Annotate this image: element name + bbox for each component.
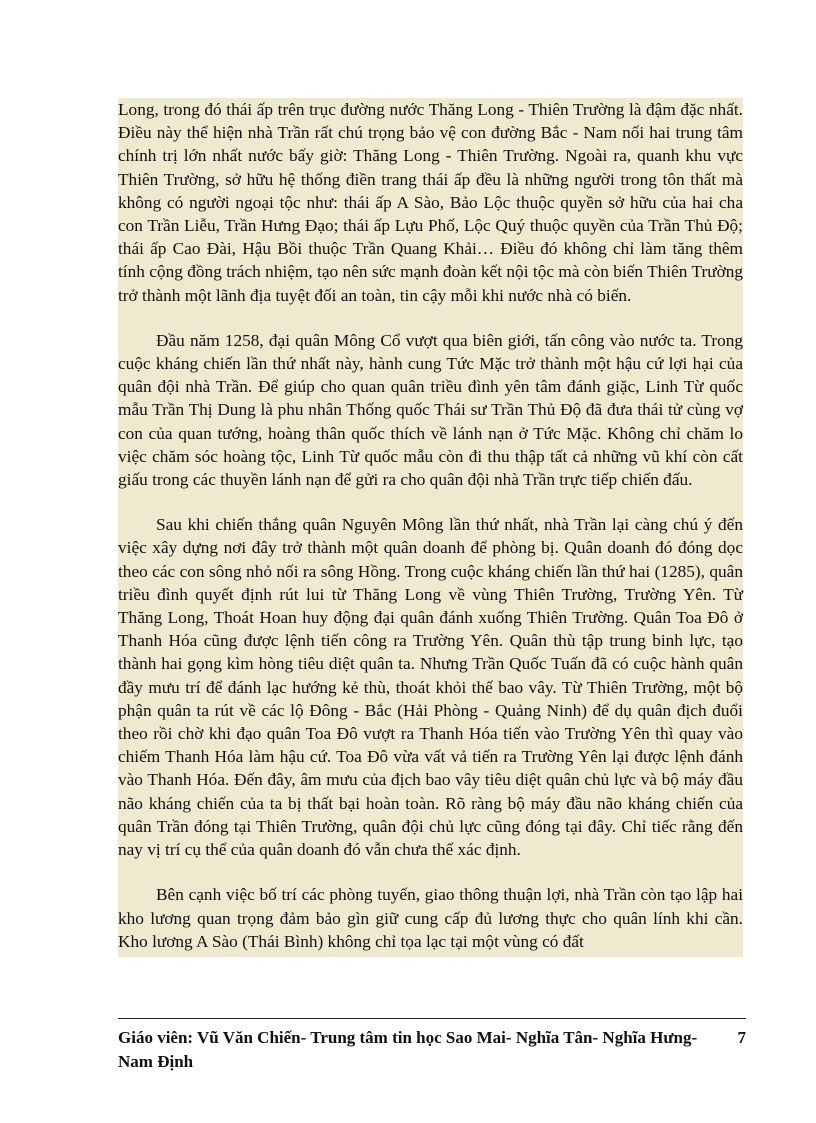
body-text [118, 98, 743, 957]
footer-divider [118, 1018, 746, 1019]
paragraph-military-camp: Sau khi chiến thắng quân Nguyên Mông lần thứ nhất, nhà Trần lại càng chú ý đến việc xây dựng nơi đây trở thành một quân doanh để phòng bị. Quân doanh đó đóng dọc theo các con sông nhỏ nối ra sông Hồng. Trong cuộc kháng chiến lần thứ hai (1285), quân triều đình quyết định rút lui từ Thăng Long về vùng Thiên Trường, Trường Yên. Từ Thăng Long, Thoát Hoan huy động đại quân đánh xuống Thiên Trường. Quân Toa Đô ở Thanh Hóa cũng được lệnh tiến công ra Trường Yên. Quân thù tập trung binh lực, tạo thành hai gọng kìm hòng tiêu diệt quân ta. Nhưng Trần Quốc Tuấn đã có cuộc hành quân đầy mưu trí để đánh lạc hướng kẻ thù, thoát khỏi thế bao vây. Từ Thiên Trường, một bộ phận quân ta rút về các lộ Đông - Bắc (Hải Phòng - Quảng Ninh) để dụ quân địch đuổi theo rồi chờ khi đạo quân Toa Đô vượt ra Thanh Hóa tiến vào Trường Yên thì quay vào chiếm Thanh Hóa làm hậu cứ. Toa Đô vừa vất vả tiến ra Trường Yên lại được lệnh đánh vào Thanh Hóa. Đến đây, âm mưu của địch bao vây tiêu diệt quân chủ lực và bộ máy đầu não kháng chiến của ta bị thất bại hoàn toàn. Rõ ràng bộ máy đầu não kháng chiến của quân Trần đóng tại Thiên Trường, quân đội chủ lực cũng đóng tại đây. Chỉ tiếc rằng đến nay vị trí cụ thể của quân doanh đó vẫn chưa thể xác định. [118, 515, 743, 860]
paragraph-continuation: Long, trong đó thái ấp trên trục đường nước Thăng Long - Thiên Trường là đậm đặc nhất. Điều này thể hiện nhà Trần rất chú trọng bảo vệ con đường Bắc - Nam nối hai trung tâm chính trị lớn nhất nước bấy giờ: Thăng Long - Thiên Trường. Ngoài ra, quanh khu vực Thiên Trường, sở hữu hệ thống điền trang thái ấp đều là những người trong tôn thất mà không có người ngoại tộc như: thái ấp A Sào, Bảo Lộc thuộc quyền sở hữu của hai cha con Trần Liễu, Trần Hưng Đạo; thái ấp Lựu Phố, Lộc Quý thuộc quyền của Trần Thủ Độ; thái ấp Cao Đài, Hậu Bồi thuộc Trần Quang Khải… Điều đó không chỉ làm tăng thêm tính cộng đồng trách nhiệm, tạo nên sức mạnh đoàn kết nội tộc mà còn biến Thiên Trường trở thành một lãnh địa tuyệt đối an toàn, tin cậy mỗi khi nước nhà có biến. [118, 100, 743, 305]
page-number: 7 [737, 1028, 746, 1047]
paragraph-food-storage: Bên cạnh việc bố trí các phòng tuyến, giao thông thuận lợi, nhà Trần còn tạo lập hai kho lương quan trọng đảm bảo gìn giữ cung cấp đủ lương thực cho quân lính khi cần. Kho lương A Sào (Thái Bình) không chỉ tọa lạc tại một vùng có đất [118, 885, 743, 951]
paragraph-1258-invasion: Đầu năm 1258, đại quân Mông Cổ vượt qua biên giới, tấn công vào nước ta. Trong cuộc kháng chiến lần thứ nhất này, hành cung Tức Mặc trở thành một hậu cứ lợi hại của quân đội nhà Trần. Để giúp cho quan quân triều đình yên tâm đánh giặc, Linh Từ quốc mẫu Trần Thị Dung là phu nhân Thống quốc Thái sư Trần Thủ Độ đã đưa thái tử cùng vợ con của quan tướng, hoàng thân quốc thích về lánh nạn ở Tức Mặc. Không chỉ chăm lo việc chăm sóc hoàng tộc, Linh Từ quốc mẫu còn đi thu thập tất cả những vũ khí còn cất giấu trong các thuyền lánh nạn để gửi ra cho quân đội nhà Trần trực tiếp chiến đấu. [118, 330, 743, 490]
page-footer [118, 1026, 746, 1074]
footer-author: Giáo viên: Vũ Văn Chiến- Trung tâm tin học Sao Mai- Nghĩa Tân- Nghĩa Hưng- Nam Định [118, 1028, 698, 1071]
